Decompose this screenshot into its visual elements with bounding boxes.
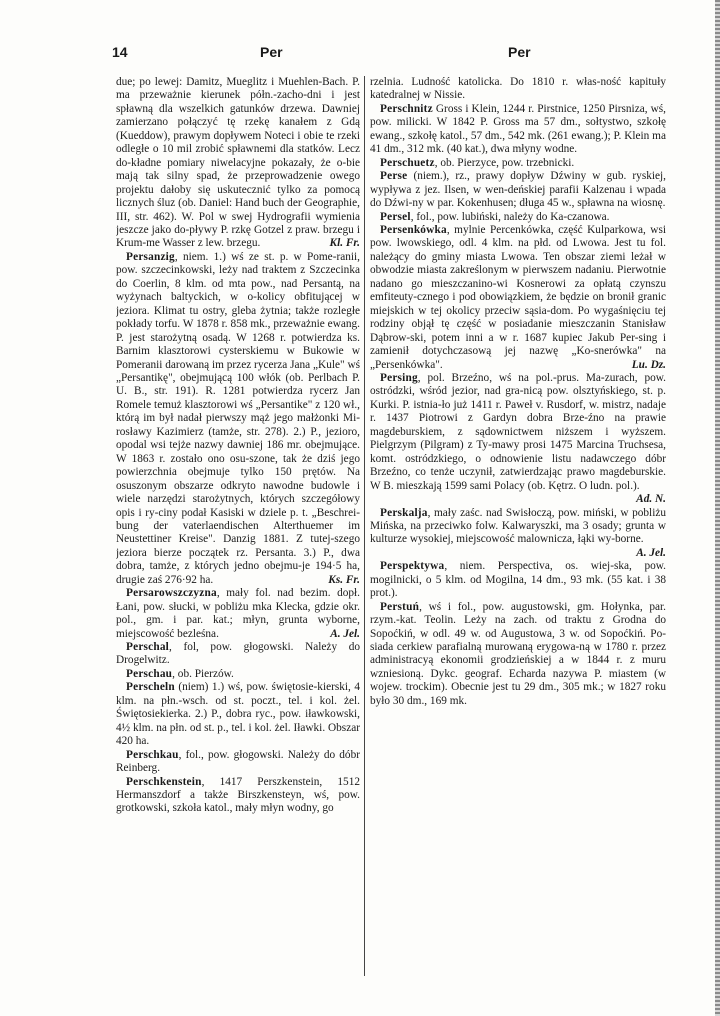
- entry-headword: Persel: [380, 210, 411, 223]
- entry-text: , ob. Pierzyce, pow. trzebnicki.: [434, 156, 575, 169]
- entry-text: , mylnie Percenkówka, część Kulparkowa, wsi pow. lwowskiego, odl. 4 klm. na płd. od Lwowa. Jest tu fol. należący do gminy miasta Lwowa. Ten obszar ziemi leżał w obwodzie miasta zakreślonym w pierwszem nadaniu. Pierwotnie nadano go mieszczanino-wi Kosnerowi za opłatą czynszu emfiteuty-cznego i pod obowiązkiem, że będzie on bronił granic miejskich w tej okolicy przeciw sąsia-dom. Po wygaśnięciu tej rodziny objął tę część w posiadanie mieszczanin Stanisław Dąbrow-ski, potem inni a w r. 1687 kupiec Jakub Per-sing i zamienił dotychczasową jej nazwę „Ko-snerówka" na „Persenkówka".: [370, 223, 666, 371]
- right-text-column: [370, 76, 666, 986]
- entry-text: (niem.), rz., prawy dopływ Dźwiny w gub. ryskiej, wypływa z jez. Ilsen, w wen-deńskiej parafii Kalzenau i wpada do Dźwi-ny w par. Kokenhusen; długa 45 w., spławna na wiosnę.: [370, 170, 666, 210]
- entry-text: , niem. Perspectiva, os. wiej-ska, pow. mogilnicki, o 5 klm. od Mogilna, 14 dm., 93 mk. (55 kat. i 38 prot.).: [370, 560, 666, 600]
- dictionary-entry: [370, 103, 666, 157]
- entry-text: , mały fol. nad bezim. dopł. Łani, pow. słucki, w pobliżu mka Klecka, gdzie okr. pol., gm. i par. kat.; młyn, grunta wyborne, miejscowość bezleśna.: [116, 587, 360, 640]
- entry-author-signature: A. Jel.: [330, 627, 360, 640]
- page-number: 14: [112, 44, 128, 60]
- entry-text: , niem. 1.) wś ze st. p. w Pome-ranii, pow. szczecinkowski, leży nad traktem z Szczecinka do Coerlin, 8 klm. od mta pow., nad Persantą, na wyżynach baltyckich, w o-kolicy obfitującej w jeziora. Klimat tu ostry, gleba żytnia; także rozległe pokłady torfu. W 1878 r. 858 mk., przeważnie ewang. P. jest starożytną osadą. W 1268 r. potwierdza ks. Barnim klasztorowi cysterskiemu w Bukowie w Pomeranii darowaną im przez rycerza Jana „Kule" wś „Persantikę", obejmującą 100 włók (ob. Perlbach P. U. B., str. 191). R. 1281 potwierdza rycerz Jan Romele temuż klasztorowi wś „Persantike" z 120 wł., którą im był nadał pierwszy mąż jego małżonki Mi-rosławy Kazimierz (tamże, str. 278). 2.) P., jezioro, opodal wsi tejże nazwy dawniej 186 mr. obejmujące. W 1863 r. zostało ono osu-szone, tak że dziś jego powierzchnia obejmuje tylko 150 prętów. Na osuszonym obszarze odkryto nawodne budowle i wiele narzędzi starożytnych, których szczegółowy opis i ry-ciny podał Kasiski w dziele p. t. „Beschrei-bung der vaterlaendischen Alterthuemer im Neustettiner Kreise". Danzig 1881. Z tutej-szego jeziora bierze początek rz. Persanta. 3.) P., dwa dobra, tamże, z których jedno obejmu-je 194·5 ha, drugie zaś 276·92 ha.: [116, 250, 360, 586]
- dictionary-entry: [370, 211, 666, 224]
- entry-author-signature: Lu. Dz.: [631, 358, 666, 371]
- entry-headword: Perspektywa: [380, 560, 445, 573]
- dictionary-entry: [370, 76, 666, 103]
- entry-text: due; po lewej: Damitz, Mueglitz i Muehlen-Bach. P. ma przeważnie kierunek półn.-zacho-dni i jest spławną dla wszelkich gatunków drzewa. Dawniej zamierzano połączyć tę rzekę kanałem z Gdą (Kueddow), prawym dopływem Noteci i obie te rzeki odległe o 10 mil zrobić spławnemi dla statków. Lecz do-kładne pomiary niwelacyjne pokazały, że o-bie mają tak silny spad, że przeprowadzenie owego projektu dałoby się uskutecznić tylko za pomocą licznych śluz (ob. Daniel: Hand buch der Geographie, III, str. 462). W. Pol w swej Hydrografii wymienia jeszcze jako do-pływy P. rzkę Gotzel z praw. brzegu i Krum-me Wasser z lew. brzegu.: [116, 76, 360, 250]
- entry-text: , ob. Pierzów.: [172, 667, 234, 680]
- page-header: [112, 44, 678, 68]
- entry-text: , mały zaśc. nad Swisłoczą, pow. miński, w pobliżu Mińska, na przeciwko folw. Kalwaryszki, ma 3 osady; grunta w kulturze wysokiej, miejscowość malownicza, łąki wy-borne.: [370, 506, 666, 546]
- entry-text: , fol., pow. głogowski. Należy do dóbr Reinberg.: [116, 748, 360, 775]
- entry-headword: Perschkenstein: [126, 775, 202, 788]
- dictionary-entry: [116, 641, 360, 668]
- entry-text: rzelnia. Ludność katolicka. Do 1810 r. włas-ność kapituły katedralnej w Nissie.: [370, 76, 666, 102]
- dictionary-entry: [116, 76, 360, 251]
- entry-text: (niem) 1.) wś, pow. świętosie-kierski, 4 klm. na płn.-wsch. od st. poczt., tel. i kol. żel. Świętosiekierka. 2.) P., dobra ryc., pow. iławkowski, 4½ klm. na płn. od st. p., tel. i kol. żel. Iławki. Obszar 420 ha.: [116, 681, 360, 748]
- dictionary-entry: [370, 224, 666, 372]
- entry-headword: Persanzig: [126, 250, 175, 263]
- entry-text: , fol., pow. lubiński, należy do Ka-czanowa.: [410, 210, 610, 223]
- dictionary-entry: [116, 251, 360, 587]
- entry-headword: Persarowszczyzna: [126, 587, 217, 600]
- entry-headword: Perstuń: [380, 600, 420, 613]
- dictionary-entry: [116, 587, 360, 641]
- entry-headword: Persing: [380, 371, 418, 384]
- left-running-head: Per: [260, 44, 283, 60]
- entry-headword: Perscheln: [126, 681, 175, 694]
- entry-author-signature: A. Jel.: [636, 546, 666, 559]
- dictionary-entry: [370, 372, 666, 507]
- entry-headword: Perschuetz: [380, 156, 435, 169]
- entry-headword: Perschnitz: [380, 102, 433, 115]
- entry-author-signature: Kl. Fr.: [329, 237, 360, 250]
- page-edge-shadow: [715, 0, 720, 1016]
- dictionary-entry: [116, 776, 360, 816]
- entry-text: , 1417 Perszkenstein, 1512 Hermanszdorf a także Birszkensteyn, wś, pow. grotkowski, szkoła katol., mały młyn wodny, go: [116, 775, 360, 815]
- entry-headword: Perschkau: [126, 748, 179, 761]
- entry-text: , fol, pow. głogowski. Należy do Drogelwitz.: [116, 641, 360, 667]
- entry-headword: Perschau: [126, 667, 173, 680]
- dictionary-entry: [370, 157, 666, 170]
- dictionary-entry: [370, 560, 666, 600]
- column-divider: [364, 76, 365, 976]
- dictionary-entry: [116, 749, 360, 776]
- dictionary-entry: [370, 507, 666, 561]
- entry-headword: Perse: [380, 170, 408, 183]
- left-text-column: [116, 76, 360, 986]
- dictionary-entry: [116, 681, 360, 748]
- entry-text: Gross i Klein, 1244 r. Pirstnice, 1250 Pirsniza, wś, pow. milicki. W 1842 P. Gross ma 57 dm., sołtystwo, szkołę ewang., szkołę katol., 57 dm., 542 mk. (261 ewang.); P. Klein ma 41 dm., 312 mk. (40 kat.), dwa młyny wodne.: [370, 102, 666, 156]
- right-running-head: Per: [508, 44, 531, 60]
- entry-headword: Persenkówka: [380, 223, 447, 236]
- entry-text: , wś i fol., pow. augustowski, gm. Hołynka, par. rzym.-kat. Teolin. Leży na zach. od traktu z Grodna do Sopoćkiń, w odl. 49 w. od Augustowa, 3 w. od Sopoćkiń. Po-siada cerkiew parafialną murowaną erygowa-ną w 1780 r. przez administracyą ekonomii grodzieńskiej a w 1844 r. z muru wzniesioną. Dykc. geograf. Echarda nazywa P. miastem (w wojew. trockim). Obecnie jest tu 29 dm., 305 mk.; w 1827 roku było 30 dm., 169 mk.: [370, 600, 666, 707]
- dictionary-entry: [370, 170, 666, 210]
- entry-author-signature: Ks. Fr.: [328, 573, 360, 586]
- entry-text: , pol. Brzeźno, wś na pol.-prus. Ma-zurach, pow. ostródzki, wśród jezior, nad gra-nicą pow. olsztyńskiego, st. p. Kurki. P. istnia-ło już 1411 r. Paweł v. Rusdorf, w. mistrz, nadaje r. 1437 Piotrowi z Gardyn dobra Brze-źno na prawie magdeburskiem, z sądownictwem niższem i wyższem. Pielgrzym (Pilgram) z Ty-mawy prosi 1475 Marcina Truchsesa, komt. ostródzkiego, o odnowienie listu nadawczego dóbr Brzeźno, co tenże uczynił, zatwierdzając prawo magdeburskie. W B. mieszkają 1599 sami Polacy (ob. Kętrz. O ludn. pol.).: [370, 371, 666, 492]
- entry-author-signature: Ad. N.: [636, 493, 666, 506]
- entry-headword: Perschal: [126, 641, 170, 654]
- dictionary-entry: [116, 668, 360, 681]
- dictionary-entry: [370, 601, 666, 709]
- entry-headword: Perskalja: [380, 506, 428, 519]
